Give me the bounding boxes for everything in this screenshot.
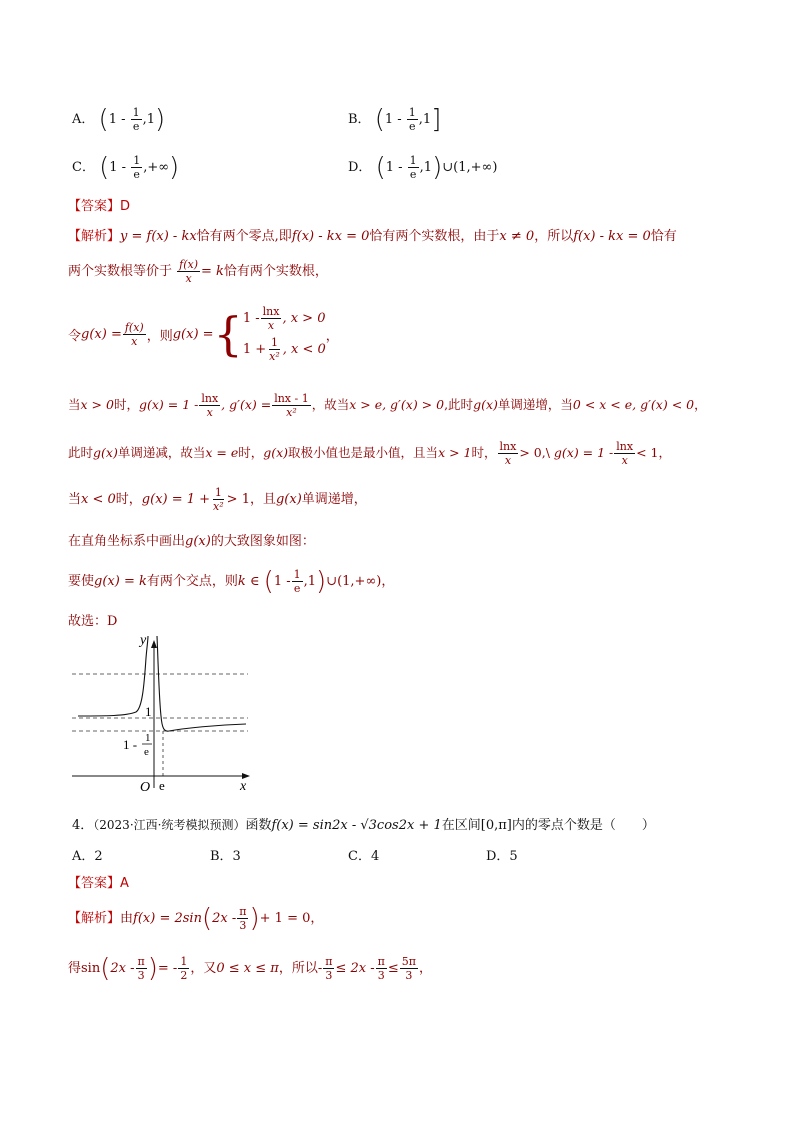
question-4-stem: 4．（2023·江西·统考模拟预测）函数f(x) = sin2x - √3cos2x + 1在区间[0,π]内的零点个数是（ ） [72,818,655,833]
option-b: B． (1 - $\frac{1}{e}$ ,1] [348,104,442,135]
graph-y-label: y [140,633,147,648]
curve-left-branch [78,636,148,716]
graph-origin-label: O [140,780,151,795]
solution-line-3: 令 g(x) = $\frac{f(x)}{x}$ ，则 g(x) = { 1 - $\frac{\ln x}{x}$ , x > 0 1 + $\frac{1}{\text{x²}}$ , x < 0 ， [68,305,339,363]
solution-line-1: 【解析】y = f(x) - kx恰有两个零点,即f(x) - kx = 0恰有两个实数根，由于x ≠ 0，所以f(x) - kx = 0恰有 [68,229,677,244]
option-b-letter: B． [348,112,371,127]
answer-label-q3: 【答案】D [68,199,131,214]
solution-line-5: 此时g(x)单调递减，故当x = e时，g(x)取极小值也是最小值，且当x > 1时， $\frac{\ln x}{x}$ > 0,\ g(x) = 1 - $\frac{\ln x}{x}$ < 1， [68,440,672,467]
q4-solution-line-1: 【解析】由f(x) = 2sin(2x - $\frac{\pi}{3}$ )+ 1 = 0， [68,903,324,934]
q4-option-b: B．3 [210,849,241,864]
graph-one-label: 1 [145,704,152,719]
solution-line-2: 两个实数根等价于 $\frac{f(x)}{x}$ = k恰有两个实数根， [68,258,328,285]
y-axis-arrow [151,640,157,648]
graph-frac-num: 1 [145,732,151,744]
function-graph [66,628,256,798]
q4-option-a: A．2 [72,849,103,864]
option-a-letter: A． [72,112,95,127]
curve-right-branch [157,636,246,731]
option-d: D． (1 - $\frac{1}{e}$ ,1)∪(1,+∞) [348,152,498,183]
graph-one-minus-label: 1 - [123,737,138,752]
solution-line-7: 在直角坐标系中画出g(x)的大致图象如图： [68,534,315,549]
analysis-label-q3: 【解析】 [68,229,121,244]
option-d-letter: D． [348,160,372,175]
solution-final-choice: 故选：D [68,614,118,629]
option-c-letter: C． [72,160,95,175]
solution-line-6: 当x < 0时，g(x) = 1 + $\frac{1}{\text{x²}}$ > 1，且g(x)单调递增， [68,486,367,513]
q4-option-c: C．4 [348,849,380,864]
graph-x-label: x [240,779,247,794]
q4-option-d: D．5 [486,849,518,864]
q4-solution-line-2: 得sin(2x - $\frac{\pi}{3}$ )= - $\frac{1}{2}$ ，又0 ≤ x ≤ π，所以- $\frac{\pi}{3}$ ≤ 2x - $\frac{\pi}{3}$ ≤ $\frac{5\pi}{3}$ ， [68,953,433,984]
analysis-label-q4: 【解析】 [68,911,121,926]
solution-line-8: 要使g(x) = k有两个交点，则k ∈ (1 - $\frac{1}{e}$ ,1)∪(1,+∞)， [68,566,395,597]
solution-line-4: 当x > 0时，g(x) = 1 - $\frac{\ln x}{x}$ , g′(x) = $\frac{\ln x - 1}{\text{x²}}$ ，故当x > e, g′(x) > 0,此时g(x)单调递增，当0 < x < e, g′(x) < 0， [68,392,707,419]
option-c: C． (1 - $\frac{1}{e}$ ,+∞) [72,152,180,183]
option-a: A． (1 - $\frac{1}{e}$ ,1) [72,104,166,135]
answer-label-q4: 【答案】A [68,876,129,891]
graph-e-label: e [159,778,165,793]
graph-frac-den: e [144,746,149,758]
